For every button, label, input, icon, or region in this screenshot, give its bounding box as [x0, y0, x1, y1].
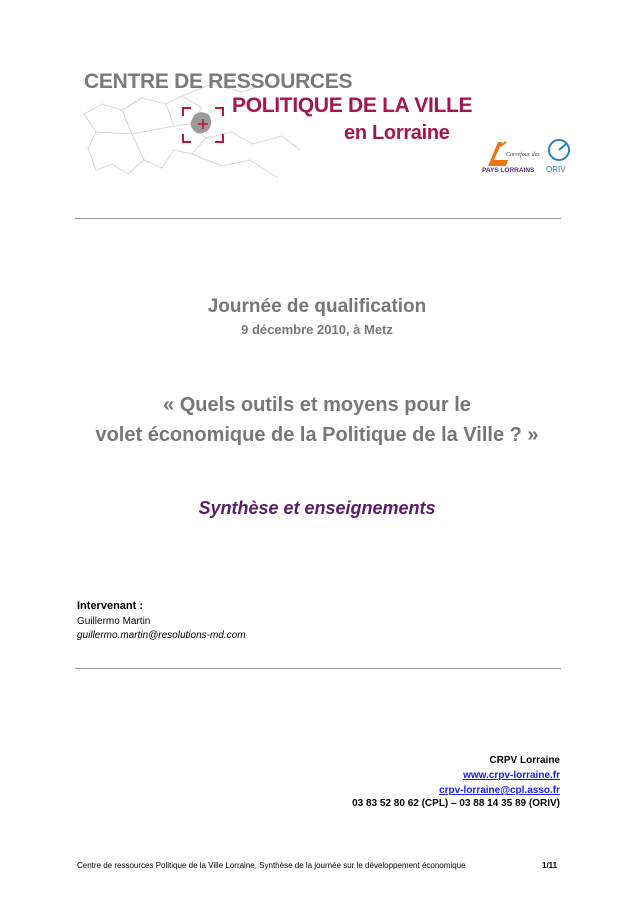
contact-email-link[interactable]: crpv-lorraine@cpl.asso.fr — [439, 785, 560, 796]
logo-title-line3: en Lorraine — [344, 122, 450, 144]
contact-website-link[interactable]: www.crpv-lorraine.fr — [463, 770, 560, 781]
footer-text: Centre de ressources Politique de la Ville Lorraine, Synthèse de la journée sur le développement économique — [77, 861, 466, 870]
oriv-logo-text: ORIV — [546, 165, 566, 174]
pays-lorrains-carrefour-text: Carrefour des — [506, 152, 540, 158]
contact-org: CRPV Lorraine — [489, 755, 560, 766]
event-title: Journée de qualification — [207, 296, 427, 317]
document-subtitle: Synthèse et enseignements — [198, 498, 436, 518]
question-line1: « Quels outils et moyens pour le — [163, 394, 471, 416]
page-number: 1/11 — [542, 861, 558, 870]
pays-lorrains-logo — [478, 136, 540, 176]
contact-phones: 03 83 52 80 62 (CPL) – 03 88 14 35 89 (ORIV) — [352, 798, 560, 809]
pays-lorrains-text: PAYS LORRAINS — [482, 167, 535, 174]
oriv-logo — [540, 136, 578, 176]
middle-divider — [75, 668, 561, 669]
speaker-name: Guillermo Martin — [77, 616, 151, 627]
speaker-email: guillermo.martin@resolutions-md.com — [77, 630, 246, 641]
event-date: 9 décembre 2010, à Metz — [241, 322, 393, 337]
speaker-label: Intervenant : — [77, 600, 144, 612]
top-divider — [75, 218, 561, 219]
logo-title-line2: POLITIQUE DE LA VILLE — [232, 94, 473, 117]
question-line2: volet économique de la Politique de la Ville ? » — [95, 424, 539, 446]
target-crosshair-icon — [181, 106, 225, 144]
logo-title-line1: CENTRE DE RESSOURCES — [84, 70, 353, 93]
